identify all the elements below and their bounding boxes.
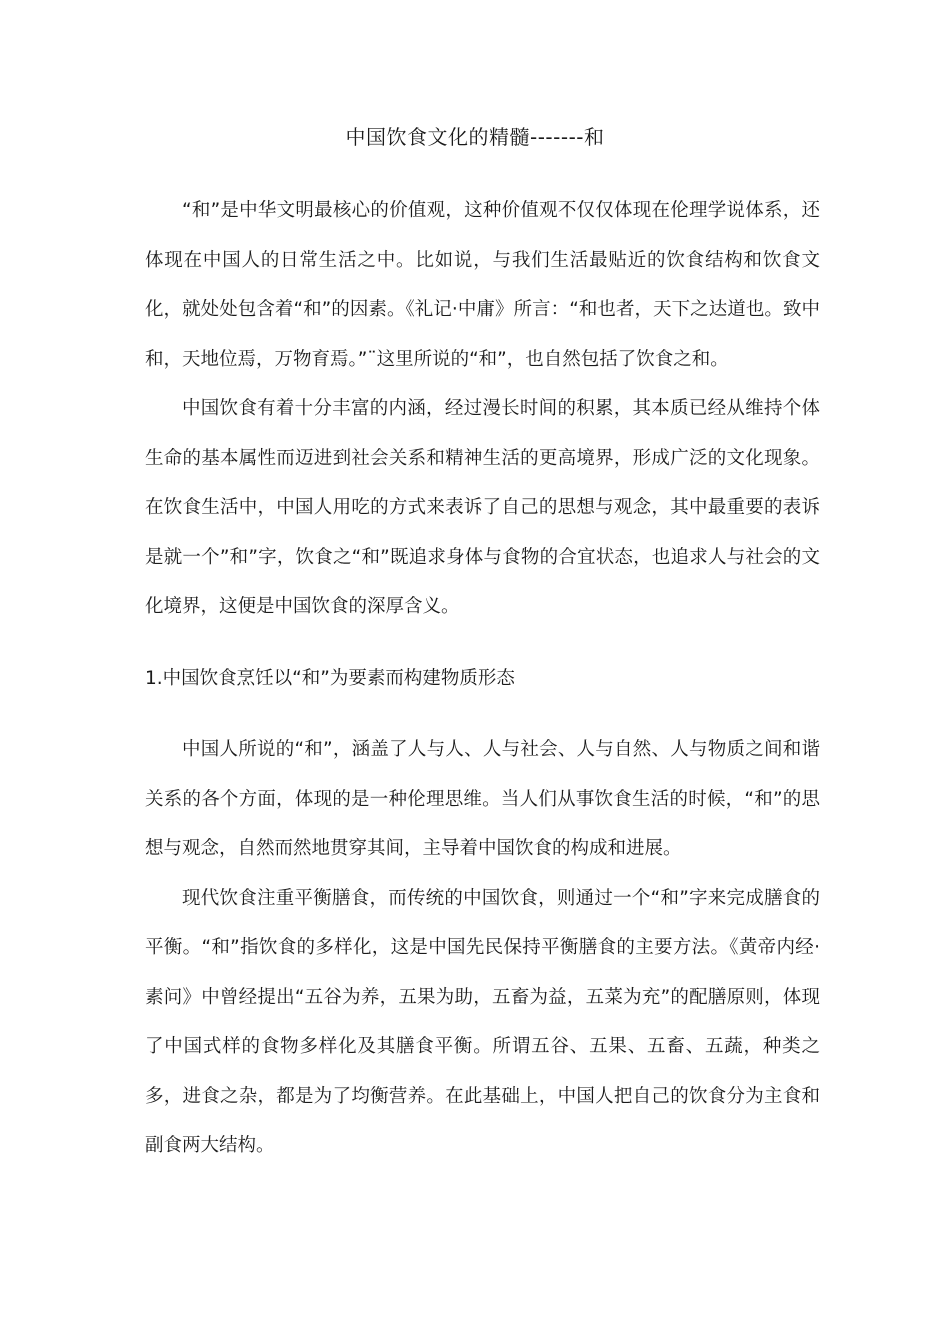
document-body bbox=[145, 186, 820, 1171]
section-paragraph-2: 现代饮食注重平衡膳食，而传统的中国饮食，则通过一个“和”字来完成膳食的平衡。“和”指饮食的多样化，这是中国先民保持平衡膳食的主要方法。《黄帝内经·素问》中曾经提出“五谷为养，五果为助，五畜为益，五菜为充”的配膳原则，体现了中国式样的食物多样化及其膳食平衡。所谓五谷、五果、五畜、五蔬，种类之多，进食之杂，都是为了均衡营养。在此基础上，中国人把自己的饮食分为主食和副食两大结构。 bbox=[145, 887, 820, 1156]
paragraph-1: “和”是中华文明最核心的价值观，这种价值观不仅仅体现在伦理学说体系，还体现在中国人的日常生活之中。比如说，与我们生活最贴近的饮食结构和饮食文化，就处处包含着“和”的因素。《礼记·中庸》所言：“和也者，天下之达道也。致中和，天地位焉，万物育焉。”¨这里所说的“和”，也自然包括了饮食之和。 bbox=[145, 200, 820, 370]
section-paragraph-1: 中国人所说的“和”，涵盖了人与人、人与社会、人与自然、人与物质之间和谐关系的各个方面，体现的是一种伦理思维。当人们从事饮食生活的时候，“和”的思想与观念，自然而然地贯穿其间，主导着中国饮食的构成和进展。 bbox=[145, 739, 820, 859]
paragraph-2: 中国饮食有着十分丰富的内涵，经过漫长时间的积累，其本质已经从维持个体生命的基本属性而迈进到社会关系和精神生活的更高境界，形成广泛的文化现象。在饮食生活中，中国人用吃的方式来表诉了自己的思想与观念，其中最重要的表诉是就一个”和”字，饮食之“和”既追求身体与食物的合宜状态，也追求人与社会的文化境界，这便是中国饮食的深厚含义。 bbox=[145, 398, 820, 617]
section-heading: 1.中国饮食烹饪以“和”为要素而构建物质形态 bbox=[145, 667, 515, 689]
document-title: 中国饮食文化的精髓-------和 bbox=[345, 125, 605, 149]
